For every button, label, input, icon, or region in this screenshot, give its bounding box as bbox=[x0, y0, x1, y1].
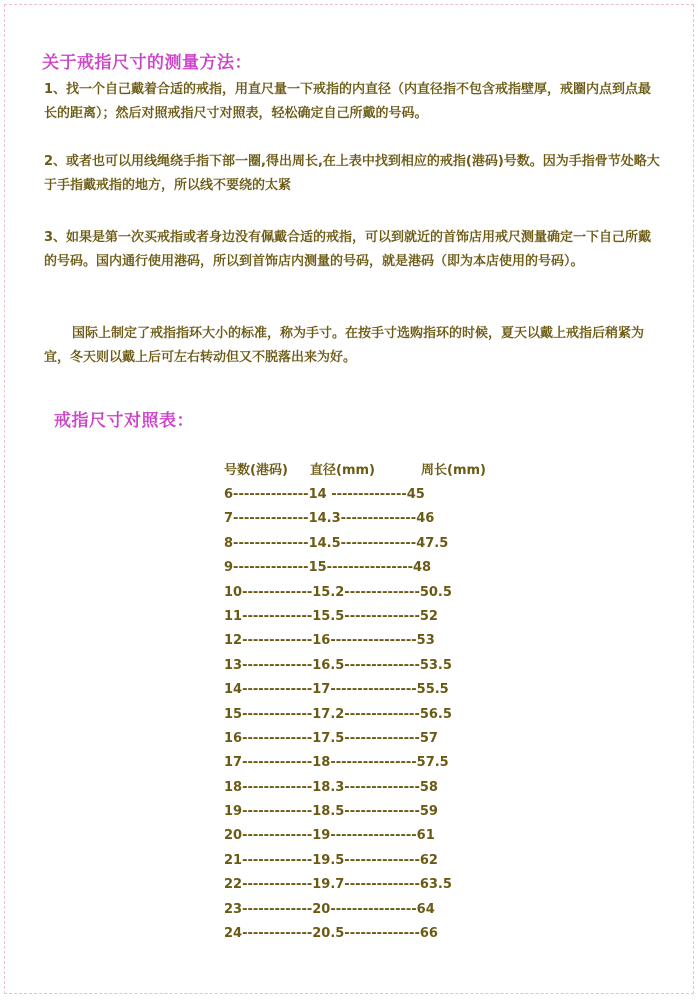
header-diameter: 直径(mm) bbox=[310, 463, 375, 478]
table-row: 24-------------20.5--------------66 bbox=[224, 926, 438, 942]
table-row: 23-------------20----------------64 bbox=[224, 901, 435, 917]
table-header bbox=[224, 459, 524, 483]
table-row: 15-------------17.2--------------56.5 bbox=[224, 706, 452, 722]
table-row: 12-------------16----------------53 bbox=[224, 633, 435, 649]
table-row: 7--------------14.3--------------46 bbox=[224, 511, 435, 527]
method-step-3: 3、如果是第一次买戒指或者身边没有佩戴合适的戒指，可以到就近的首饰店用戒尺测量确定一下自己所戴的号码。国内通行使用港码，所以到首饰店内测量的号码，就是港码（即为本店使用的号码）。 bbox=[44, 230, 652, 269]
table-row: 21-------------19.5--------------62 bbox=[224, 852, 438, 868]
table-row: 14-------------17----------------55.5 bbox=[224, 682, 449, 698]
table-row: 11-------------15.5--------------52 bbox=[224, 608, 438, 624]
table-row: 17-------------18----------------57.5 bbox=[224, 755, 449, 771]
table-row: 13-------------16.5--------------53.5 bbox=[224, 657, 452, 673]
table-row: 6--------------14 --------------45 bbox=[224, 487, 425, 502]
table-row: 22-------------19.7--------------63.5 bbox=[224, 877, 452, 893]
header-circumference: 周长(mm) bbox=[421, 463, 486, 478]
method-step-1: 1、找一个自己戴着合适的戒指，用直尺量一下戒指的内直径（内直径指不包含戒指壁厚，戒圈内点到点最长的距离）；然后对照戒指尺寸对照表，轻松确定自己所戴的号码。 bbox=[44, 82, 652, 121]
table-row: 19-------------18.5--------------59 bbox=[224, 804, 438, 820]
measurement-method-heading: 关于戒指尺寸的测量方法： bbox=[42, 53, 252, 73]
table-row: 18-------------18.3--------------58 bbox=[224, 779, 438, 795]
method-step-2: 2、或者也可以用线绳绕手指下部一圈,得出周长,在上表中找到相应的戒指(港码)号数。因为手指骨节处略大于手指戴戒指的地方，所以线不要绕的太紧 bbox=[44, 154, 660, 193]
ring-size-table bbox=[224, 459, 524, 946]
table-row: 20-------------19----------------61 bbox=[224, 828, 435, 844]
size-chart-heading: 戒指尺寸对照表： bbox=[54, 411, 194, 431]
table-row: 16-------------17.5--------------57 bbox=[224, 730, 438, 746]
table-row: 9--------------15----------------48 bbox=[224, 560, 432, 576]
header-size: 号数(港码) bbox=[224, 463, 288, 478]
table-row: 10-------------15.2--------------50.5 bbox=[224, 584, 452, 600]
international-standard-note: 国际上制定了戒指指环大小的标准，称为手寸。在按手寸选购指环的时候，夏天以戴上戒指后稍紧为宜，冬天则以戴上后可左右转动但又不脱落出来为好。 bbox=[44, 326, 645, 365]
table-row: 8--------------14.5--------------47.5 bbox=[224, 535, 449, 551]
